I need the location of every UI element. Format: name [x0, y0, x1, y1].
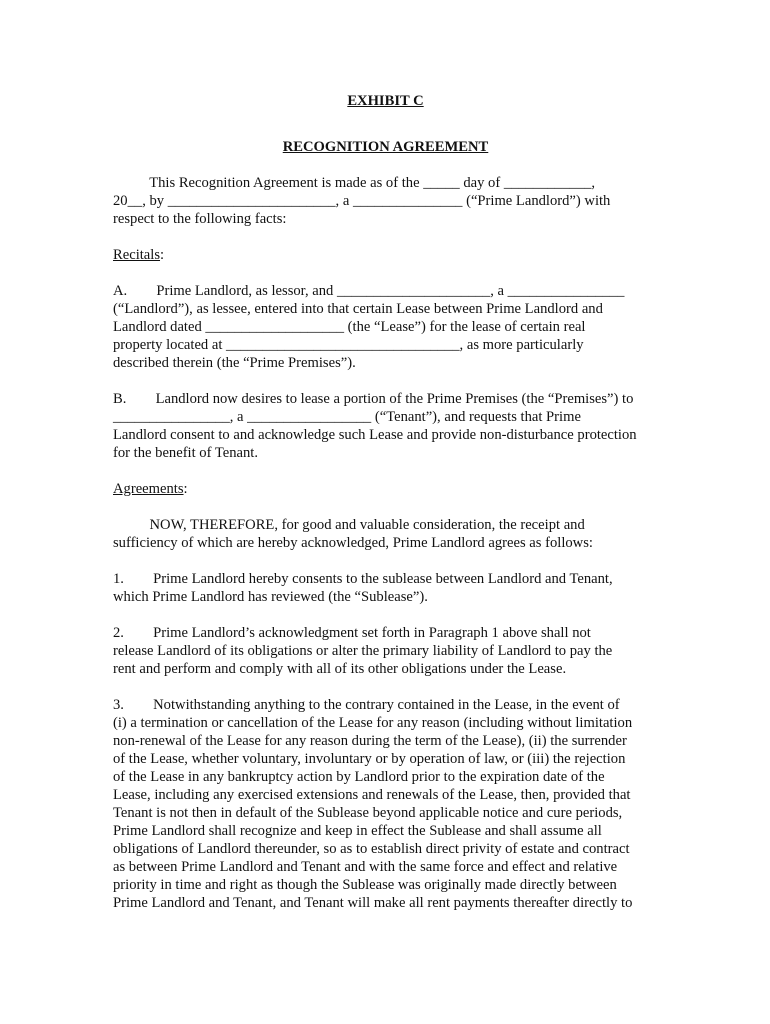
now-therefore-line: sufficiency of which are hereby acknowledged, Prime Landlord agrees as follows: [113, 535, 593, 551]
now-therefore-line: NOW, THEREFORE, for good and valuable consideration, the receipt and [113, 517, 585, 533]
intro-line: This Recognition Agreement is made as of the _____ day of ____________, [113, 175, 596, 191]
recital-b-line: ________________, a _________________ (“Tenant”), and requests that Prime [113, 409, 581, 425]
recital-b [113, 390, 658, 462]
spacer [113, 156, 658, 174]
spacer [113, 462, 658, 480]
agreements-heading [113, 480, 658, 498]
intro-line: 20__, by _______________________, a _______________ (“Prime Landlord”) with [113, 193, 611, 209]
recital-a-line: property located at ________________________________, as more particularly [113, 337, 584, 353]
paragraph-2-line: 2. Prime Landlord’s acknowledgment set forth in Paragraph 1 above shall not [113, 625, 591, 641]
spacer [113, 110, 658, 128]
paragraph-3-line: Lease, including any exercised extensions and renewals of the Lease, then, provided that [113, 787, 631, 803]
paragraph-1-line: 1. Prime Landlord hereby consents to the sublease between Landlord and Tenant, [113, 571, 613, 587]
document-body [113, 92, 658, 912]
recitals-heading-text: Recitals [113, 247, 161, 263]
recital-a-line: (“Landlord”), as lessee, entered into that certain Lease between Prime Landlord and [113, 301, 603, 317]
intro-paragraph [113, 174, 658, 228]
spacer [113, 264, 658, 282]
paragraph-3 [113, 696, 658, 912]
now-therefore-paragraph [113, 516, 658, 552]
paragraph-1 [113, 570, 658, 606]
paragraph-3-line: Prime Landlord and Tenant, and Tenant will make all rent payments thereafter directly to [113, 895, 633, 911]
spacer [113, 552, 658, 570]
paragraph-3-line: Prime Landlord shall recognize and keep in effect the Sublease and shall assume all [113, 823, 602, 839]
agreement-title: RECOGNITION AGREEMENT [282, 139, 489, 155]
paragraph-3-line: priority in time and right as though the Sublease was originally made directly between [113, 877, 617, 893]
spacer [113, 128, 658, 138]
spacer [113, 498, 658, 516]
spacer [113, 678, 658, 696]
exhibit-title: EXHIBIT C [347, 93, 424, 109]
paragraph-3-line: non-renewal of the Lease for any reason during the term of the Lease), (ii) the surrender [113, 733, 627, 749]
paragraph-3-line: as between Prime Landlord and Tenant and with the same force and effect and relative [113, 859, 618, 875]
paragraph-3-line: Tenant is not then in default of the Sublease beyond applicable notice and cure periods, [113, 805, 623, 821]
recitals-heading [113, 246, 658, 264]
recital-a [113, 282, 658, 372]
paragraph-2-line: rent and perform and comply with all of its other obligations under the Lease. [113, 661, 567, 677]
paragraph-2 [113, 624, 658, 678]
recitals-heading-colon: : [160, 247, 165, 263]
paragraph-3-line: obligations of Landlord thereunder, so as to establish direct privity of estate and contract [113, 841, 630, 857]
paragraph-3-line: 3. Notwithstanding anything to the contrary contained in the Lease, in the event of [113, 697, 620, 713]
spacer [113, 372, 658, 390]
spacer [113, 228, 658, 246]
recital-a-line: Landlord dated ___________________ (the “Lease”) for the lease of certain real [113, 319, 586, 335]
agreements-heading-colon: : [183, 481, 188, 497]
recital-a-line: A. Prime Landlord, as lessor, and _____________________, a ________________ [113, 283, 625, 299]
recital-b-line: Landlord consent to and acknowledge such Lease and provide non-disturbance protection [113, 427, 637, 443]
recital-b-line: for the benefit of Tenant. [113, 445, 258, 461]
paragraph-1-line: which Prime Landlord has reviewed (the “Sublease”). [113, 589, 428, 605]
spacer [113, 606, 658, 624]
paragraph-3-line: of the Lease in any bankruptcy action by Landlord prior to the expiration date of the [113, 769, 605, 785]
recital-b-line: B. Landlord now desires to lease a portion of the Prime Premises (the “Premises”) to [113, 391, 634, 407]
paragraph-2-line: release Landlord of its obligations or alter the primary liability of Landlord to pay the [113, 643, 613, 659]
paragraph-3-line: of the Lease, whether voluntary, involuntary or by operation of law, or (iii) the rejection [113, 751, 626, 767]
paragraph-3-line: (i) a termination or cancellation of the Lease for any reason (including without limitation [113, 715, 633, 731]
recital-a-line: described therein (the “Prime Premises”). [113, 355, 356, 371]
agreements-heading-text: Agreements [113, 481, 184, 497]
intro-line: respect to the following facts: [113, 211, 287, 227]
